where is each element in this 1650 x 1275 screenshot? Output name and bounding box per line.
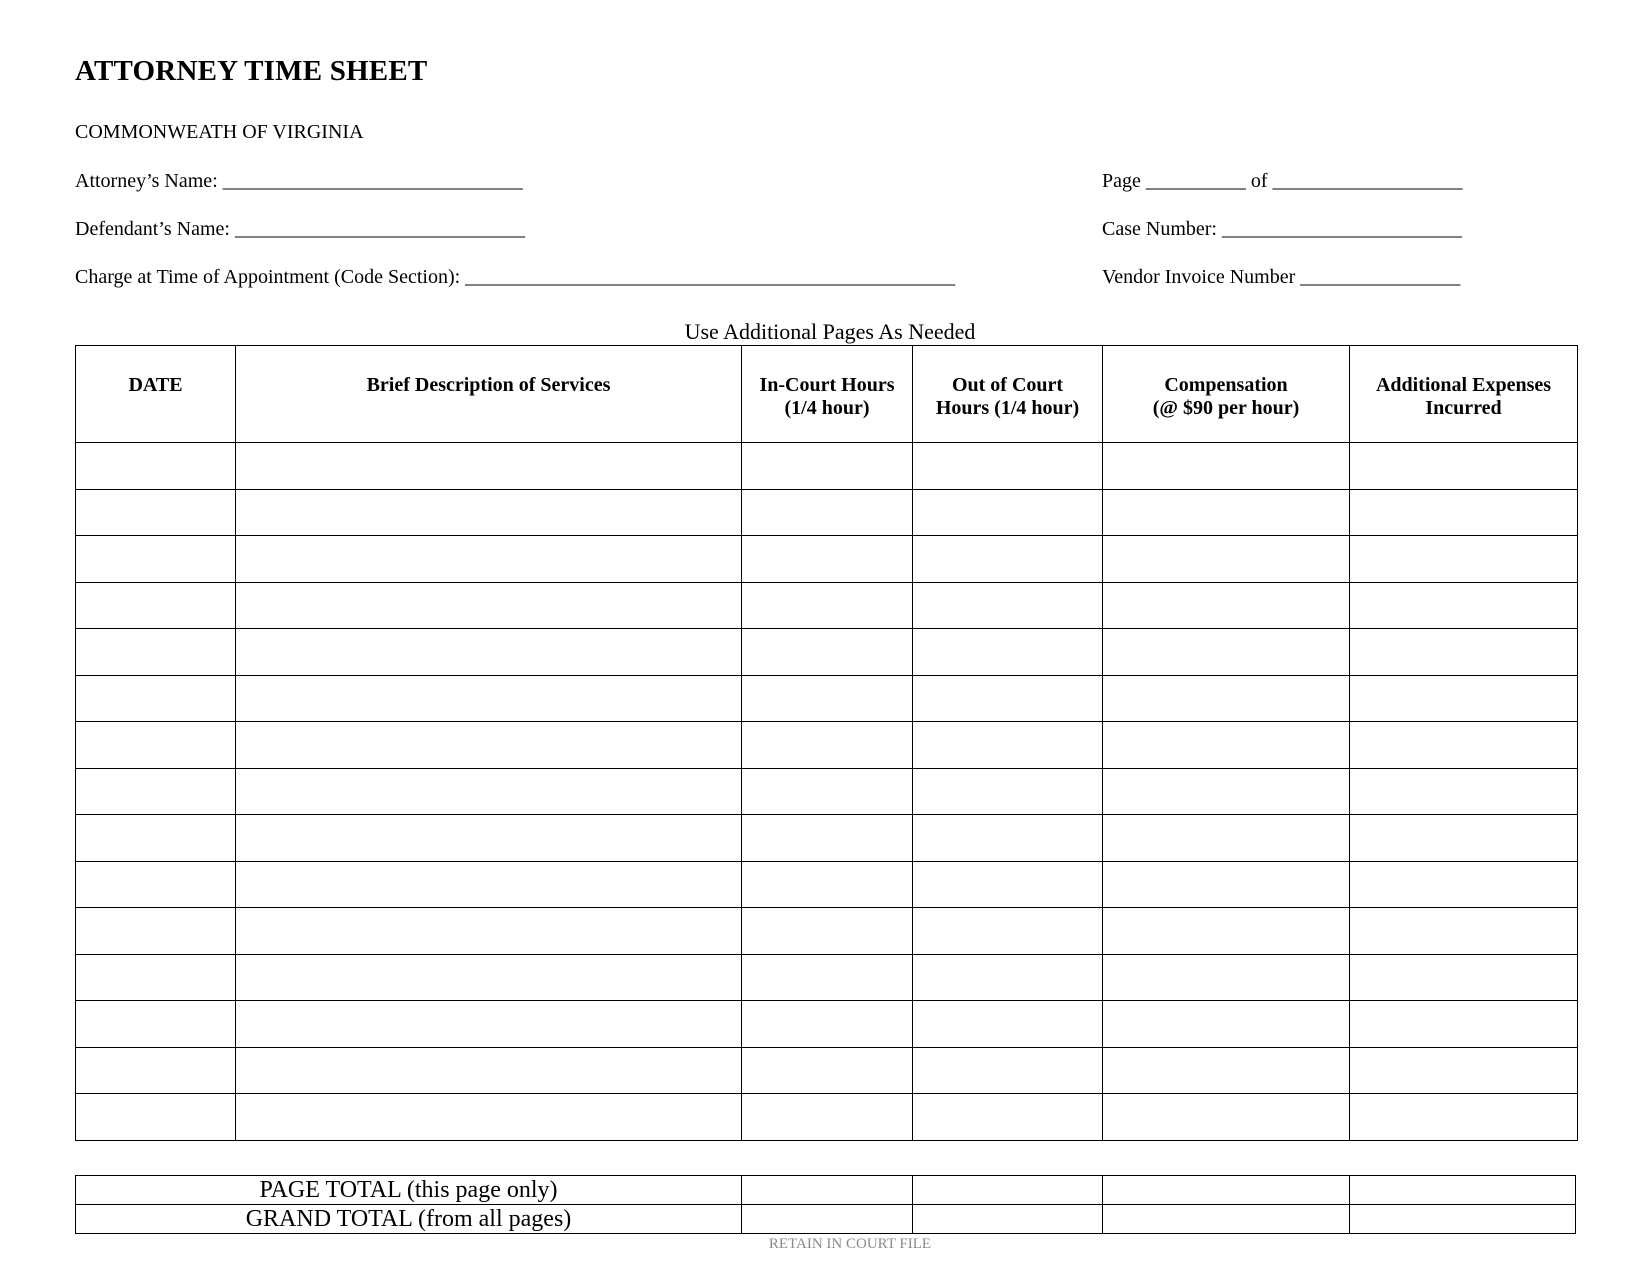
expenses-cell[interactable] [1350,815,1578,862]
date-cell[interactable] [76,722,236,769]
description-cell[interactable] [236,489,742,536]
date-cell[interactable] [76,1001,236,1048]
vendor-invoice-number-field[interactable]: Vendor Invoice Number ________________ [1102,266,1461,288]
page-of-field[interactable]: Page __________ of ___________________ [1102,170,1463,192]
compensation-cell[interactable] [1103,536,1350,583]
description-cell[interactable] [236,582,742,629]
out-of-court-hours-cell[interactable] [913,722,1103,769]
table-row [76,582,1578,629]
out-of-court-hours-cell[interactable] [913,954,1103,1001]
expenses-cell[interactable] [1350,722,1578,769]
expenses-cell[interactable] [1350,861,1578,908]
page-total-in-court-cell[interactable] [742,1176,913,1205]
charge-code-section-field[interactable]: Charge at Time of Appointment (Code Section): _________________________________________________ [75,266,956,288]
table-row [76,536,1578,583]
page-total-out-of-court-cell[interactable] [913,1176,1103,1205]
date-cell[interactable] [76,861,236,908]
in-court-hours-cell[interactable] [742,722,913,769]
description-cell[interactable] [236,954,742,1001]
expenses-cell[interactable] [1350,908,1578,955]
out-of-court-hours-cell[interactable] [913,675,1103,722]
table-row [76,861,1578,908]
out-of-court-hours-cell[interactable] [913,815,1103,862]
expenses-cell[interactable] [1350,954,1578,1001]
table-row [76,954,1578,1001]
out-of-court-hours-cell[interactable] [913,629,1103,676]
description-cell[interactable] [236,629,742,676]
table-row [76,908,1578,955]
out-of-court-hours-cell[interactable] [913,908,1103,955]
description-cell[interactable] [236,1047,742,1094]
date-cell[interactable] [76,954,236,1001]
description-cell[interactable] [236,908,742,955]
compensation-cell[interactable] [1103,582,1350,629]
document-title: ATTORNEY TIME SHEET [75,55,428,87]
col-header-date: DATE [76,346,236,443]
in-court-hours-cell[interactable] [742,489,913,536]
date-cell[interactable] [76,815,236,862]
date-cell[interactable] [76,536,236,583]
grand-total-expenses-cell[interactable] [1350,1205,1576,1234]
out-of-court-hours-cell[interactable] [913,489,1103,536]
grand-total-label: GRAND TOTAL (from all pages) [76,1205,742,1234]
description-cell[interactable] [236,1094,742,1141]
compensation-cell[interactable] [1103,1001,1350,1048]
page-total-label: PAGE TOTAL (this page only) [76,1176,742,1205]
expenses-cell[interactable] [1350,629,1578,676]
description-cell[interactable] [236,443,742,490]
in-court-hours-cell[interactable] [742,1094,913,1141]
table-row [76,1094,1578,1141]
in-court-hours-cell[interactable] [742,1001,913,1048]
table-row [76,675,1578,722]
time-entry-table [75,345,1578,1141]
out-of-court-hours-cell[interactable] [913,861,1103,908]
retain-footer: RETAIN IN COURT FILE [768,1236,932,1252]
additional-pages-note: Use Additional Pages As Needed [684,319,976,344]
compensation-cell[interactable] [1103,722,1350,769]
table-row [76,815,1578,862]
in-court-hours-cell[interactable] [742,954,913,1001]
in-court-hours-cell[interactable] [742,582,913,629]
date-cell[interactable] [76,443,236,490]
compensation-cell[interactable] [1103,861,1350,908]
compensation-cell[interactable] [1103,675,1350,722]
table-row [76,1001,1578,1048]
in-court-hours-cell[interactable] [742,629,913,676]
expenses-cell[interactable] [1350,536,1578,583]
table-row [76,489,1578,536]
in-court-hours-cell[interactable] [742,815,913,862]
in-court-hours-cell[interactable] [742,675,913,722]
page-total-expenses-cell[interactable] [1350,1176,1576,1205]
out-of-court-hours-cell[interactable] [913,1094,1103,1141]
out-of-court-hours-cell[interactable] [913,536,1103,583]
col-header-in-court-hours: In-Court Hours (1/4 hour) [742,346,913,443]
totals-table [75,1175,1576,1234]
in-court-hours-cell[interactable] [742,861,913,908]
expenses-cell[interactable] [1350,1047,1578,1094]
col-header-description: Brief Description of Services [236,346,742,443]
out-of-court-hours-cell[interactable] [913,768,1103,815]
in-court-hours-cell[interactable] [742,908,913,955]
compensation-cell[interactable] [1103,1047,1350,1094]
table-row [76,768,1578,815]
expenses-cell[interactable] [1350,1001,1578,1048]
description-cell[interactable] [236,536,742,583]
table-row [76,443,1578,490]
table-row [76,629,1578,676]
table-header-row [76,346,1578,443]
compensation-cell[interactable] [1103,443,1350,490]
col-header-compensation: Compensation (@ $90 per hour) [1103,346,1350,443]
expenses-cell[interactable] [1350,1094,1578,1141]
out-of-court-hours-cell[interactable] [913,582,1103,629]
document-subtitle: COMMONWEATH OF VIRGINIA [75,121,364,143]
out-of-court-hours-cell[interactable] [913,443,1103,490]
compensation-cell[interactable] [1103,629,1350,676]
expenses-cell[interactable] [1350,675,1578,722]
description-cell[interactable] [236,768,742,815]
compensation-cell[interactable] [1103,954,1350,1001]
description-cell[interactable] [236,815,742,862]
in-court-hours-cell[interactable] [742,768,913,815]
description-cell[interactable] [236,861,742,908]
col-header-out-of-court-hours: Out of Court Hours (1/4 hour) [913,346,1103,443]
expenses-cell[interactable] [1350,443,1578,490]
expenses-cell[interactable] [1350,489,1578,536]
description-cell[interactable] [236,722,742,769]
date-cell[interactable] [76,908,236,955]
grand-total-compensation-cell[interactable] [1103,1205,1350,1234]
date-cell[interactable] [76,582,236,629]
in-court-hours-cell[interactable] [742,536,913,583]
table-row [76,1047,1578,1094]
date-cell[interactable] [76,768,236,815]
case-number-field[interactable]: Case Number: ________________________ [1102,218,1462,240]
compensation-cell[interactable] [1103,768,1350,815]
col-header-additional-expenses: Additional Expenses Incurred [1350,346,1578,443]
compensation-cell[interactable] [1103,908,1350,955]
out-of-court-hours-cell[interactable] [913,1047,1103,1094]
grand-total-in-court-cell[interactable] [742,1205,913,1234]
description-cell[interactable] [236,1001,742,1048]
in-court-hours-cell[interactable] [742,1047,913,1094]
page-total-compensation-cell[interactable] [1103,1176,1350,1205]
compensation-cell[interactable] [1103,489,1350,536]
page-total-row [76,1176,1576,1205]
out-of-court-hours-cell[interactable] [913,1001,1103,1048]
expenses-cell[interactable] [1350,768,1578,815]
compensation-cell[interactable] [1103,815,1350,862]
attorney-name-field[interactable]: Attorney’s Name: ______________________________ [75,170,523,192]
grand-total-row [76,1205,1576,1234]
date-cell[interactable] [76,1094,236,1141]
expenses-cell[interactable] [1350,582,1578,629]
description-cell[interactable] [236,675,742,722]
defendant-name-field[interactable]: Defendant’s Name: _____________________________ [75,218,525,240]
table-row [76,722,1578,769]
date-cell[interactable] [76,489,236,536]
date-cell[interactable] [76,675,236,722]
date-cell[interactable] [76,1047,236,1094]
compensation-cell[interactable] [1103,1094,1350,1141]
grand-total-out-of-court-cell[interactable] [913,1205,1103,1234]
in-court-hours-cell[interactable] [742,443,913,490]
date-cell[interactable] [76,629,236,676]
